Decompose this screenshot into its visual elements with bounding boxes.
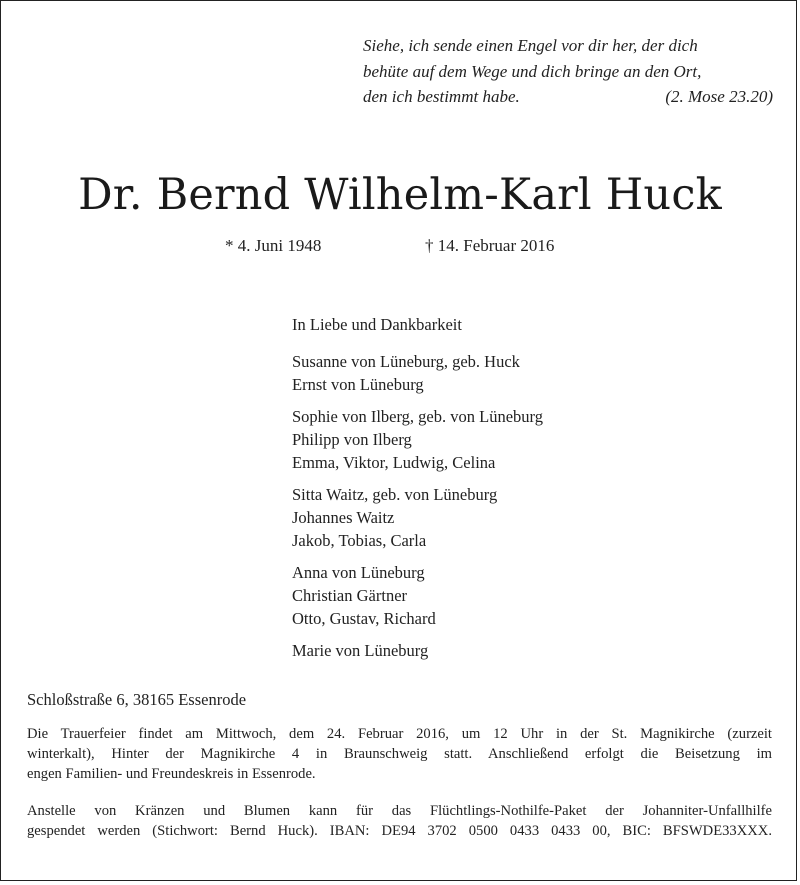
- mourner-name: Christian Gärtner: [292, 586, 408, 605]
- mourners-intro: In Liebe und Dankbarkeit: [292, 315, 462, 334]
- mourner-name: Susanne von Lüneburg, geb. Huck: [292, 352, 520, 371]
- mourners-list: [292, 314, 712, 671]
- verse-line: den ich bestimmt habe.: [363, 87, 520, 106]
- mourner-name: Anna von Lüneburg: [292, 563, 425, 582]
- mourner-name: Sophie von Ilberg, geb. von Lüneburg: [292, 407, 543, 426]
- verse-line: behüte auf dem Wege und dich bringe an den Ort,: [363, 61, 702, 81]
- verse-reference: (2. Mose 23.20): [665, 87, 773, 106]
- notice-line: gespendet werden (Stichwort: Bernd Huck). IBAN: DE94 3702 0500 0433 0433 00, BIC: BFSWDE33XXX.: [27, 823, 772, 839]
- notice-line: engen Familien- und Freundeskreis in Essenrode.: [27, 766, 316, 782]
- verse-last-row: [363, 84, 773, 110]
- mourner-name: Ernst von Lüneburg: [292, 375, 424, 394]
- verse-line: Siehe, ich sende einen Engel vor dir her, der dich: [363, 36, 698, 55]
- mourner-name: Sitta Waitz, geb. von Lüneburg: [292, 485, 498, 504]
- notice-line: Anstelle von Kränzen und Blumen kann für das Flüchtlings-Nothilfe-Paket der Johanniter-Unfallhilfe: [27, 803, 772, 819]
- birth-date: * 4. Juni 1948: [225, 236, 322, 255]
- mourner-group: [292, 405, 712, 474]
- funeral-notice: [27, 724, 772, 784]
- mourner-name: Marie von Lüneburg: [292, 641, 429, 660]
- deceased-name: Dr. Bernd Wilhelm-Karl Huck: [78, 170, 722, 220]
- donation-notice: [27, 801, 772, 841]
- bible-verse: [363, 33, 773, 110]
- mourner-group: [292, 561, 712, 630]
- mourner-name: Philipp von Ilberg: [292, 430, 412, 449]
- mourner-group: [292, 483, 712, 552]
- family-address: Schloßstraße 6, 38165 Essenrode: [27, 690, 247, 709]
- mourner-name: Otto, Gustav, Richard: [292, 609, 436, 628]
- death-date: † 14. Februar 2016: [425, 236, 555, 255]
- mourner-name: Jakob, Tobias, Carla: [292, 531, 427, 550]
- mourner-group: [292, 350, 712, 396]
- notice-line: winterkalt), Hinter der Magnikirche 4 in Braunschweig statt. Anschließend erfolgt die Beisetzung im: [27, 746, 772, 762]
- notice-line: Die Trauerfeier findet am Mittwoch, dem 24. Februar 2016, um 12 Uhr in der St. Magnikirche (zurzeit: [27, 726, 772, 742]
- mourner-name: Johannes Waitz: [292, 508, 395, 527]
- mourner-group: [292, 639, 712, 662]
- mourner-name: Emma, Viktor, Ludwig, Celina: [292, 453, 496, 472]
